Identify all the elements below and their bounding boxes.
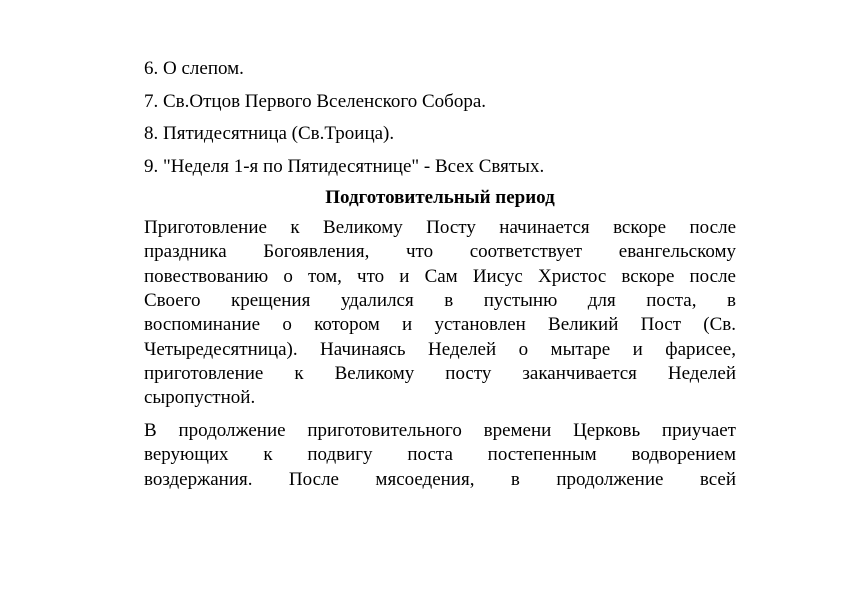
paragraph-preparatory-time [144, 419, 736, 492]
text-line: В продолжение приготовительного времени Церковь приучает [144, 419, 736, 441]
text-line: Приготовление к Великому Посту начинается вскоре после [144, 216, 736, 238]
list-item: 8. Пятидесятница (Св.Троица). [144, 123, 395, 145]
document-page [144, 57, 736, 500]
list-item: 6. О слепом. [144, 58, 244, 79]
text-line: праздника Богоявления, что соответствует евангельскому [144, 241, 736, 263]
text-line: воздержания. После мясоедения, в продолжение всей [144, 468, 736, 490]
text-line: Четыредесятница). Начинаясь Неделей о мытаре и фарисее, [144, 338, 736, 360]
section-title: Подготовительный период [325, 186, 555, 208]
text-line: воспоминание о котором и установлен Великий Пост (Св. [144, 314, 736, 336]
text-line: приготовление к Великому посту заканчивается Неделей [144, 363, 736, 385]
text-line: Своего крещения удалился в пустыню для поста, в [144, 289, 736, 311]
list-item: 9. "Неделя 1-я по Пятидесятнице" - Всех Святых. [144, 156, 545, 178]
text-line: сыропустной. [144, 387, 256, 409]
text-line: верующих к подвигу поста постепенным водворением [144, 444, 736, 466]
paragraph-preparation [144, 216, 736, 411]
text-line: повествованию о том, что и Сам Иисус Христос вскоре после [144, 265, 736, 287]
list-item: 7. Св.Отцов Первого Вселенского Собора. [144, 90, 487, 112]
